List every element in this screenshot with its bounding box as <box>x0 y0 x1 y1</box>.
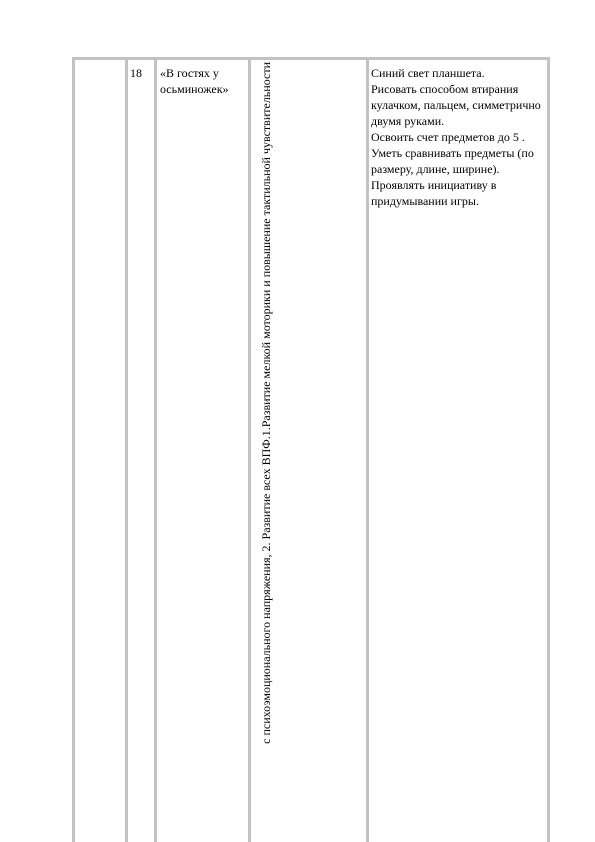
lesson-title: «В гостях у осьминожек» <box>160 66 229 96</box>
table-border-col1 <box>125 57 128 842</box>
table-border-col4 <box>366 57 369 842</box>
lesson-number: 18 <box>130 66 142 80</box>
lesson-description: Синий свет планшета. Рисовать способом втирания кулачком, пальцем, симметрично двумя руками. Освоить счет предметов до 5 . Уметь сравнивать предметы (по размеру, длине, ширине). Проявлять инициативу в придумывании игры. <box>371 66 541 208</box>
goals-cell <box>252 62 276 842</box>
table-border-col3 <box>248 57 251 842</box>
goals-vertical-text: с психоэмоционального напряжения, 2. Развитие всех ВПФ.1.Развитие мелкой моторики и повышение тактильной чувствительности <box>259 62 273 744</box>
table-border-col2 <box>154 57 157 842</box>
table-top-border <box>72 57 550 60</box>
table-border-left <box>72 57 75 842</box>
